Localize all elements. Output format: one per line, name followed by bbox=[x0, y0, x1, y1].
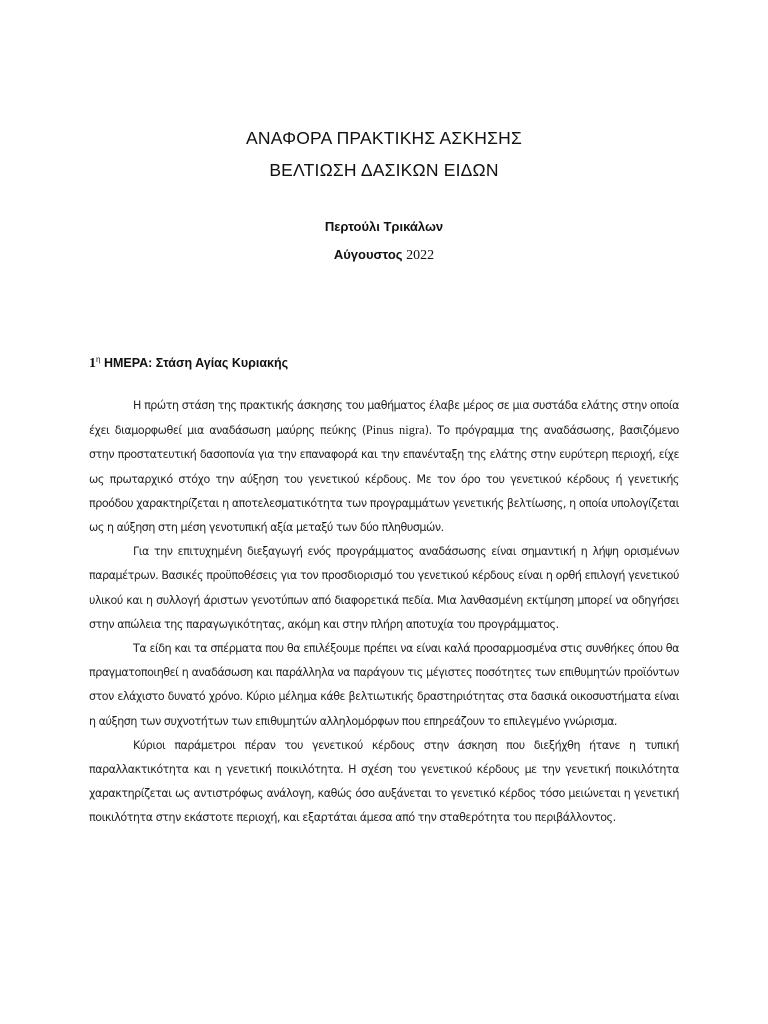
document-title-line-2: ΒΕΛΤΙΩΣΗ ΔΑΣΙΚΩΝ ΕΙΔΩΝ bbox=[269, 160, 499, 180]
day-heading-text: ΗΜΕΡΑ: Στάση Αγίας Κυριακής bbox=[103, 356, 289, 371]
paragraph-1-part-b: ). Το πρόγραμμα της αναδάσωσης, βασιζόμενο στην προστατευτική δασοπονία για την επαναφορά και την επανένταξη της ελάτης στην ευρύτερη περιοχή, είχε ως πρωταρχικό στόχο την αύξηση του γενετικού κέρδους. Με τον όρο του γενετικού κέρδους ή γενετικής προόδου χαρακτηρίζεται η αποτελεσματικότητα των προγραμμάτων γενετικής βελτίωσης, η οποία υπολογίζεται ως η αύξηση στη μέση γενοτυπική αξία μεταξύ των δύο πληθυσμών. bbox=[89, 424, 679, 535]
paragraph-4: Κύριοι παράμετροι πέραν του γενετικού κέρδους στην άσκηση που διεξήχθη ήτανε η τυπική παραλλακτικότητα και η γενετική ποικιλότητα. Η σχέση του γενετικού κέρδους με την γενετική ποικιλότητα χαρακτηρίζεται ως αντιστρόφως ανάλογη, καθώς όσο αυξάνεται το γενετικό κέρδος τόσο μειώνεται η γενετική ποικιλότητα στην εκάστοτε περιοχή, και εξαρτάται άμεσα από την σταθερότητα του περιβάλλοντος. bbox=[89, 738, 679, 825]
paragraph-1-part-a: Η πρώτη στάση της πρακτικής άσκησης του μαθήματος έλαβε μέρος σε μια συστάδα ελάτης στην οποία έχει διαμορφωθεί μια αναδάσωση μαύρης πεύκης ( bbox=[89, 399, 679, 438]
paragraph-3: Τα είδη και τα σπέρματα που θα επιλέξουμε πρέπει να είναι καλά προσαρμοσμένα στις συνθήκες όπου θα πραγματοποιηθεί η αναδάσωση και παράλληλα να παράγουν τις μέγιστες ποσότητες των επιθυμητών προϊόντων στον ελάχιστο δυνατό χρόνο. Κύριο μέλημα κάθε βελτιωτικής δραστηριότητας στα δασικά οικοσυστήματα είναι η αύξηση των συχνοτήτων των επιθυμητών αλληλομόρφων που επηρεάζουν το επιλεγμένο γνώρισμα. bbox=[89, 642, 679, 728]
species-latin-name: Pinus nigra bbox=[365, 423, 425, 438]
document-date bbox=[0, 247, 768, 264]
document-month: Αύγουστος bbox=[333, 247, 403, 262]
report-body bbox=[89, 394, 679, 831]
day-number: 1 bbox=[89, 356, 96, 372]
document-year: 2022 bbox=[406, 248, 435, 263]
document-location: Περτούλι Τρικάλων bbox=[324, 219, 444, 234]
day-1-heading bbox=[89, 355, 288, 372]
day-number-superscript: η bbox=[96, 355, 101, 364]
document-title-line-1: ΑΝΑΦΟΡΑ ΠΡΑΚΤΙΚΗΣ ΑΣΚΗΣΗΣ bbox=[245, 128, 522, 148]
paragraph-2: Για την επιτυχημένη διεξαγωγή ενός προγράμματος αναδάσωσης είναι σημαντική η λήψη ορισμένων παραμέτρων. Βασικές προϋποθέσεις για τον προσδιορισμό του γενετικού κέρδους είναι η ορθή επιλογή γενετικού υλικού και η συλλογή άριστων γενοτύπων από διαφορετικά πεδία. Μια λανθασμένη εκτίμηση μπορεί να οδηγήσει στην απώλεια της παραγωγικότητας, ακόμη και στην πλήρη αποτυχία του προγράμματος. bbox=[89, 545, 679, 631]
paragraph-1 bbox=[89, 394, 679, 540]
